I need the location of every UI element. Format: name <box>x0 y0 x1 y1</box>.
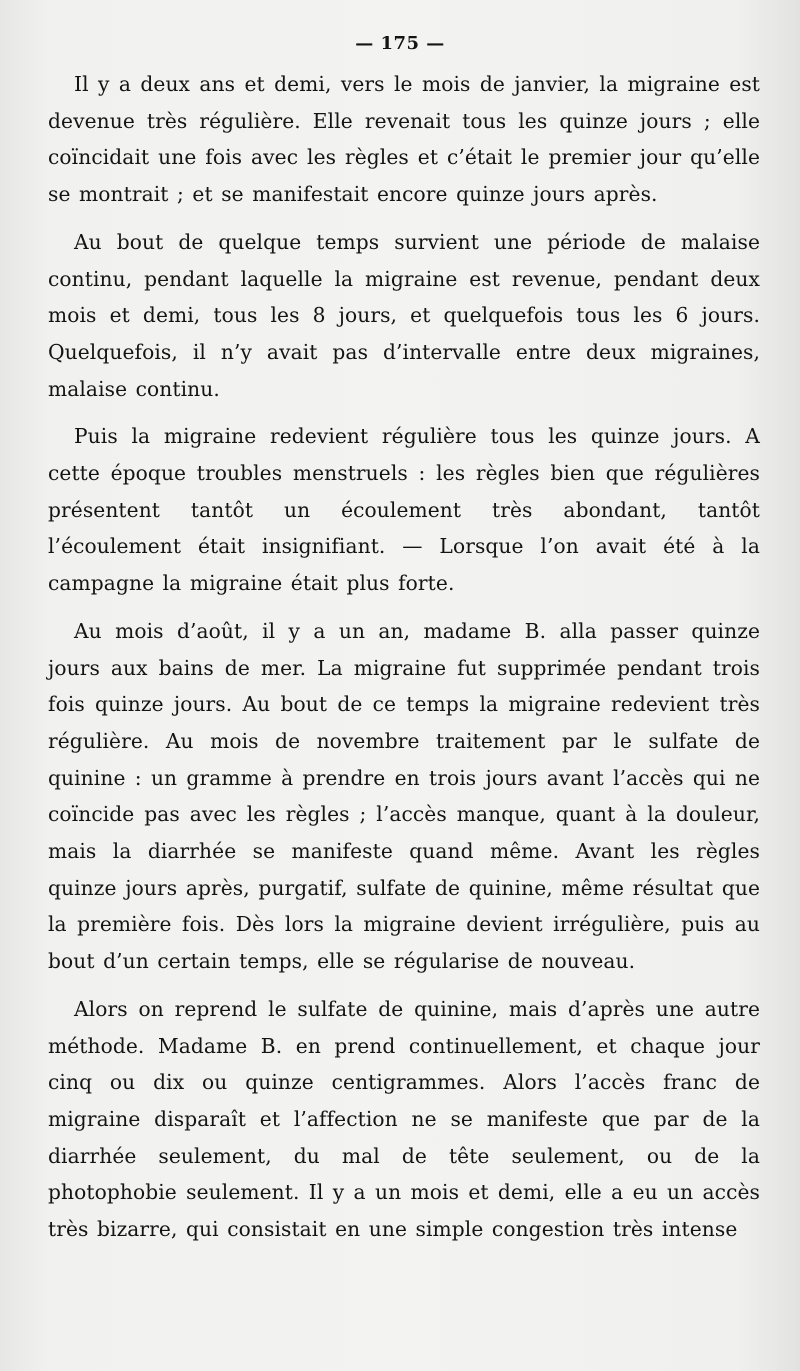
paragraph-4: Au mois d’août, il y a un an, madame B. alla passer quinze jours aux bains de mer. La migraine fut supprimée pendant trois fois quinze jours. Au bout de ce temps la migraine redevient très régulière. Au mois de novembre traitement par le sulfate de quinine : un gramme à prendre en trois jours avant l’accès qui ne coïncide pas avec les règles ; l’accès manque, quant à la douleur, mais la diarrhée se manifeste quand même. Avant les règles quinze jours après, purgatif, sulfate de quinine, même résultat que la première fois. Dès lors la migraine devient irrégulière, puis au bout d’un certain temps, elle se régularise de nouveau. <box>48 618 760 974</box>
page-number: — 175 — <box>355 33 445 54</box>
paragraph-2: Au bout de quelque temps survient une période de malaise continu, pendant laquelle la migraine est revenue, pendant deux mois et demi, tous les 8 jours, et quelquefois tous les 6 jours. Quelquefois, il n’y avait pas d’intervalle entre deux migraines, malaise continu. <box>48 229 760 401</box>
paragraph-1: Il y a deux ans et demi, vers le mois de janvier, la migraine est devenue très régulière. Elle revenait tous les quinze jours ; elle coïncidait une fois avec les règles et c’était le premier jour qu’elle se montrait ; et se manifestait encore quinze jours après. <box>48 72 760 207</box>
paragraph-3: Puis la migraine redevient régulière tous les quinze jours. A cette époque troubles menstruels : les règles bien que régulières présentent tantôt un écoulement très abondant, tantôt l’écoulement était insignifiant. — Lorsque l’on avait été à la campagne la migraine était plus forte. <box>48 424 760 596</box>
body-text <box>48 66 760 1248</box>
paragraph-5: Alors on reprend le sulfate de quinine, mais d’après une autre méthode. Madame B. en prend continuellement, et chaque jour cinq ou dix ou quinze centigrammes. Alors l’accès franc de migraine disparaît et l’affection ne se manifeste que par de la diarrhée seulement, du mal de tête seulement, ou de la photophobie seulement. Il y a un mois et demi, elle a eu un accès très bizarre, qui consistait en une simple congestion très intense <box>48 996 760 1242</box>
